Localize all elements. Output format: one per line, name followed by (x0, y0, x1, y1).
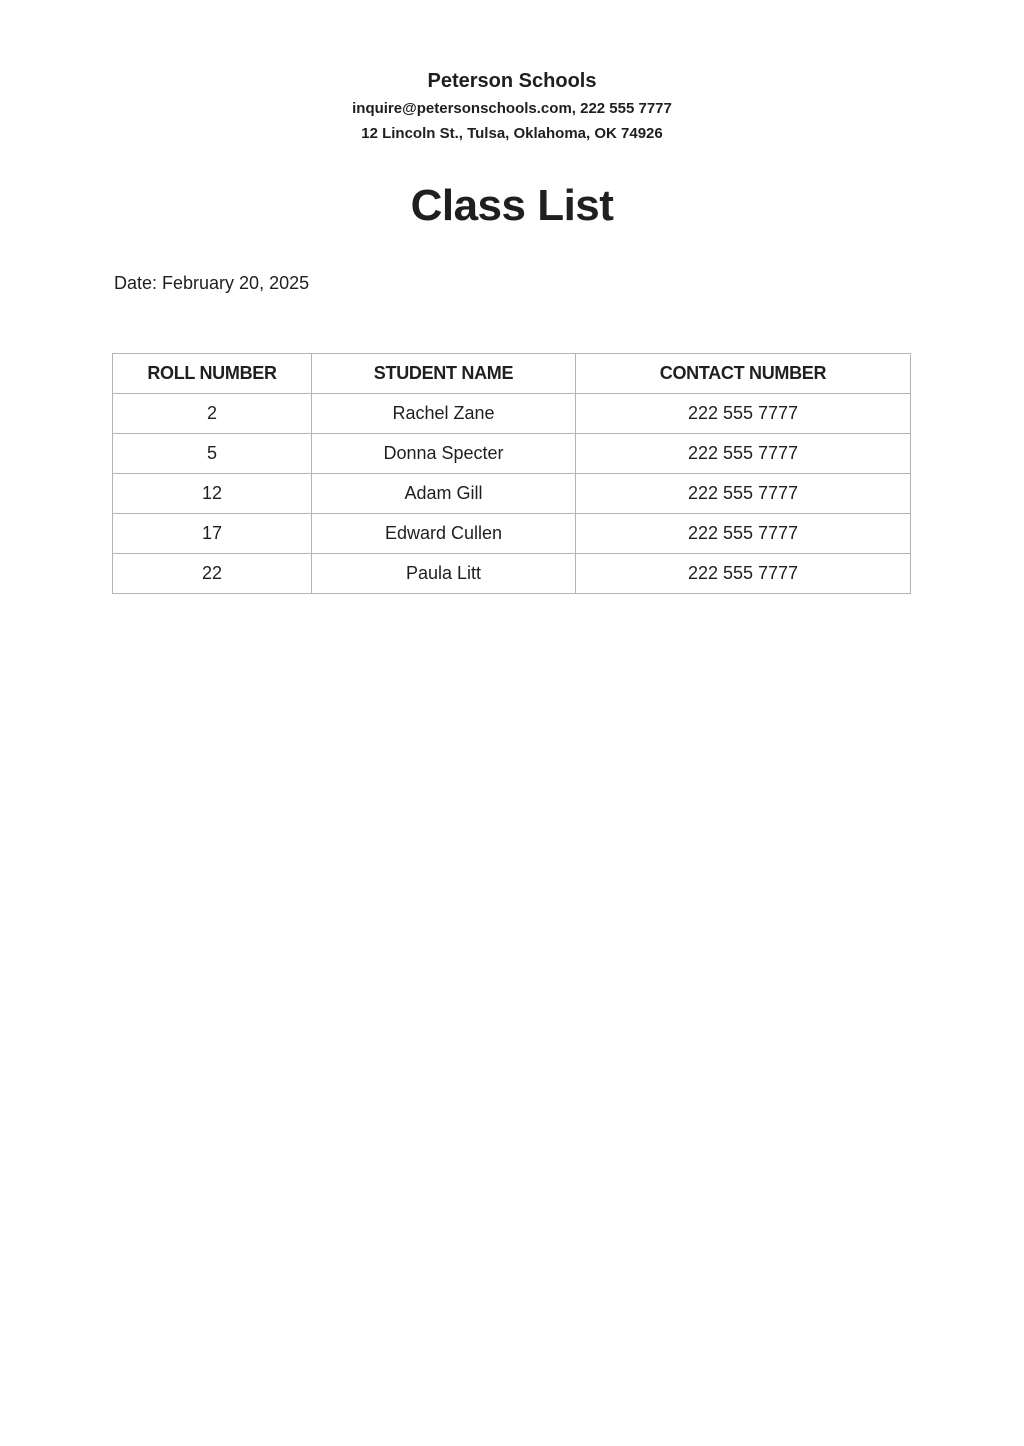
roll-number-cell: 2 (113, 394, 312, 434)
contact-number-cell: 222 555 7777 (576, 514, 911, 554)
student-name-cell: Rachel Zane (312, 394, 576, 434)
contact-number-cell: 222 555 7777 (576, 554, 911, 594)
table-row (113, 434, 911, 474)
roll-number-cell: 22 (113, 554, 312, 594)
roll-number-cell: 5 (113, 434, 312, 474)
column-header-contact-number: CONTACT NUMBER (576, 354, 911, 394)
date-line: Date: February 20, 2025 (114, 273, 310, 293)
class-list-table (112, 353, 911, 594)
student-name-cell: Edward Cullen (312, 514, 576, 554)
contact-number-cell: 222 555 7777 (576, 434, 911, 474)
school-contact: inquire@petersonschools.com, 222 555 7777 (352, 100, 672, 117)
roll-number-cell: 12 (113, 474, 312, 514)
column-header-student-name: STUDENT NAME (312, 354, 576, 394)
table-row (113, 394, 911, 434)
table-row (113, 554, 911, 594)
student-name-cell: Paula Litt (312, 554, 576, 594)
table-header-row (113, 354, 911, 394)
student-name-cell: Donna Specter (312, 434, 576, 474)
student-name-cell: Adam Gill (312, 474, 576, 514)
school-name: Peterson Schools (427, 70, 597, 92)
roll-number-cell: 17 (113, 514, 312, 554)
page-title: Class List (410, 181, 614, 230)
letterhead (0, 66, 1024, 146)
school-address: 12 Lincoln St., Tulsa, Oklahoma, OK 74926 (361, 125, 663, 142)
contact-number-cell: 222 555 7777 (576, 394, 911, 434)
contact-number-cell: 222 555 7777 (576, 474, 911, 514)
table-row (113, 474, 911, 514)
table-row (113, 514, 911, 554)
column-header-roll-number: ROLL NUMBER (113, 354, 312, 394)
